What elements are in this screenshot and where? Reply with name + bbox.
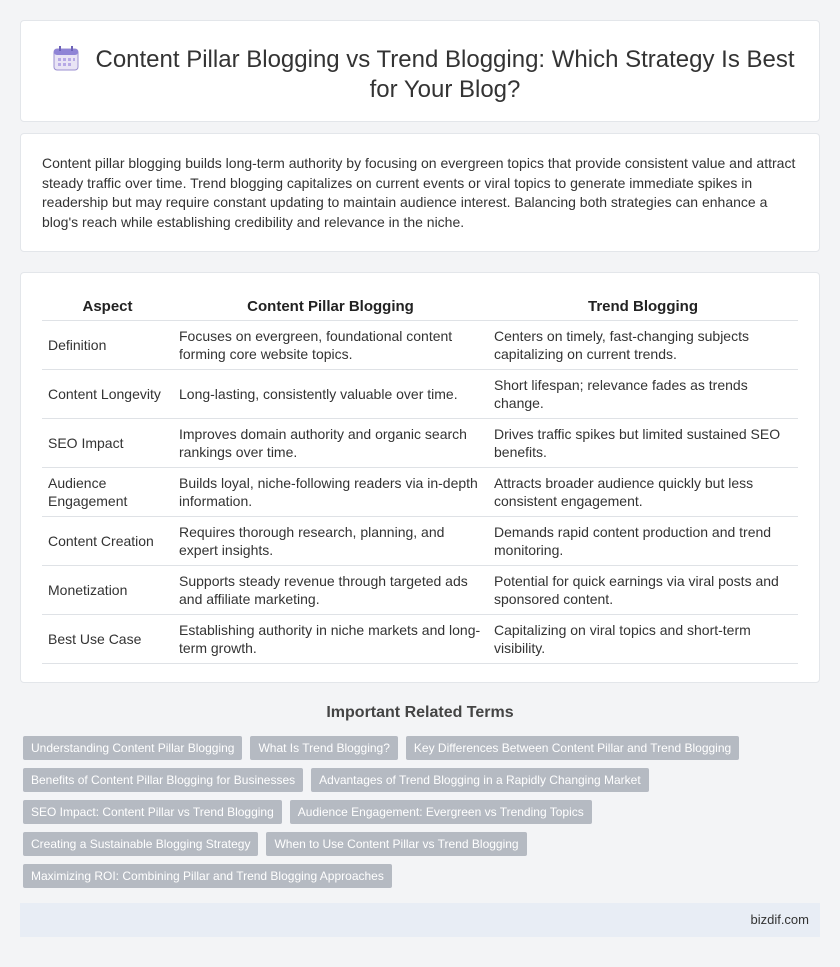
comparison-table bbox=[42, 297, 798, 664]
related-term-link[interactable]: Benefits of Content Pillar Blogging for Businesses bbox=[23, 768, 303, 792]
row-pillar-value: Requires thorough research, planning, and expert insights. bbox=[173, 516, 488, 565]
table-row bbox=[42, 467, 798, 516]
related-term-link[interactable]: Creating a Sustainable Blogging Strategy bbox=[23, 832, 258, 856]
row-aspect: Audience Engagement bbox=[42, 467, 173, 516]
row-trend-value: Centers on timely, fast-changing subjects capitalizing on current trends. bbox=[488, 320, 798, 369]
title-card bbox=[20, 20, 820, 122]
table-row bbox=[42, 614, 798, 663]
row-pillar-value: Builds loyal, niche-following readers via in-depth information. bbox=[173, 467, 488, 516]
comparison-card bbox=[20, 272, 820, 683]
row-trend-value: Capitalizing on viral topics and short-term visibility. bbox=[488, 614, 798, 663]
table-row bbox=[42, 369, 798, 418]
table-row bbox=[42, 320, 798, 369]
table-row bbox=[42, 418, 798, 467]
related-terms-list bbox=[23, 736, 803, 888]
related-term-link[interactable]: Key Differences Between Content Pillar and Trend Blogging bbox=[406, 736, 739, 760]
row-pillar-value: Focuses on evergreen, foundational content forming core website topics. bbox=[173, 320, 488, 369]
table-header-row bbox=[42, 297, 798, 320]
related-term-link[interactable]: SEO Impact: Content Pillar vs Trend Blogging bbox=[23, 800, 282, 824]
row-pillar-value: Long-lasting, consistently valuable over time. bbox=[173, 369, 488, 418]
row-trend-value: Short lifespan; relevance fades as trends change. bbox=[488, 369, 798, 418]
row-aspect: Content Longevity bbox=[42, 369, 173, 418]
row-trend-value: Potential for quick earnings via viral posts and sponsored content. bbox=[488, 565, 798, 614]
row-aspect: Content Creation bbox=[42, 516, 173, 565]
related-term-link[interactable]: What Is Trend Blogging? bbox=[250, 736, 397, 760]
intro-card bbox=[20, 133, 820, 252]
row-trend-value: Demands rapid content production and trend monitoring. bbox=[488, 516, 798, 565]
footer-site-name: bizdif.com bbox=[750, 912, 809, 927]
row-pillar-value: Improves domain authority and organic search rankings over time. bbox=[173, 418, 488, 467]
related-terms-heading: Important Related Terms bbox=[326, 704, 514, 721]
related-term-link[interactable]: Understanding Content Pillar Blogging bbox=[23, 736, 242, 760]
related-term-link[interactable]: Audience Engagement: Evergreen vs Trending Topics bbox=[290, 800, 592, 824]
row-pillar-value: Establishing authority in niche markets and long-term growth. bbox=[173, 614, 488, 663]
column-header-pillar: Content Pillar Blogging bbox=[173, 297, 488, 320]
table-row bbox=[42, 516, 798, 565]
row-aspect: Best Use Case bbox=[42, 614, 173, 663]
footer bbox=[20, 903, 820, 937]
row-trend-value: Drives traffic spikes but limited sustained SEO benefits. bbox=[488, 418, 798, 467]
intro-paragraph: Content pillar blogging builds long-term authority by focusing on evergreen topics that provide consistent value and attract steady traffic over time. Trend blogging capitalizes on current events or viral topics to generate immediate spikes in readership but may require constant updating to maintain audience interest. Balancing both strategies can enhance a blog's reach while establishing credibility and relevance in the niche. bbox=[42, 155, 796, 230]
column-header-aspect: Aspect bbox=[42, 297, 173, 320]
related-term-link[interactable]: When to Use Content Pillar vs Trend Blogging bbox=[266, 832, 526, 856]
table-row bbox=[42, 565, 798, 614]
row-aspect: Monetization bbox=[42, 565, 173, 614]
column-header-trend: Trend Blogging bbox=[488, 297, 798, 320]
row-aspect: Definition bbox=[42, 320, 173, 369]
row-trend-value: Attracts broader audience quickly but less consistent engagement. bbox=[488, 467, 798, 516]
page-title: Content Pillar Blogging vs Trend Blogging: Which Strategy Is Best for Your Blog? bbox=[95, 46, 795, 103]
related-term-link[interactable]: Maximizing ROI: Combining Pillar and Trend Blogging Approaches bbox=[23, 864, 392, 888]
row-pillar-value: Supports steady revenue through targeted ads and affiliate marketing. bbox=[173, 565, 488, 614]
related-term-link[interactable]: Advantages of Trend Blogging in a Rapidly Changing Market bbox=[311, 768, 649, 792]
row-aspect: SEO Impact bbox=[42, 418, 173, 467]
